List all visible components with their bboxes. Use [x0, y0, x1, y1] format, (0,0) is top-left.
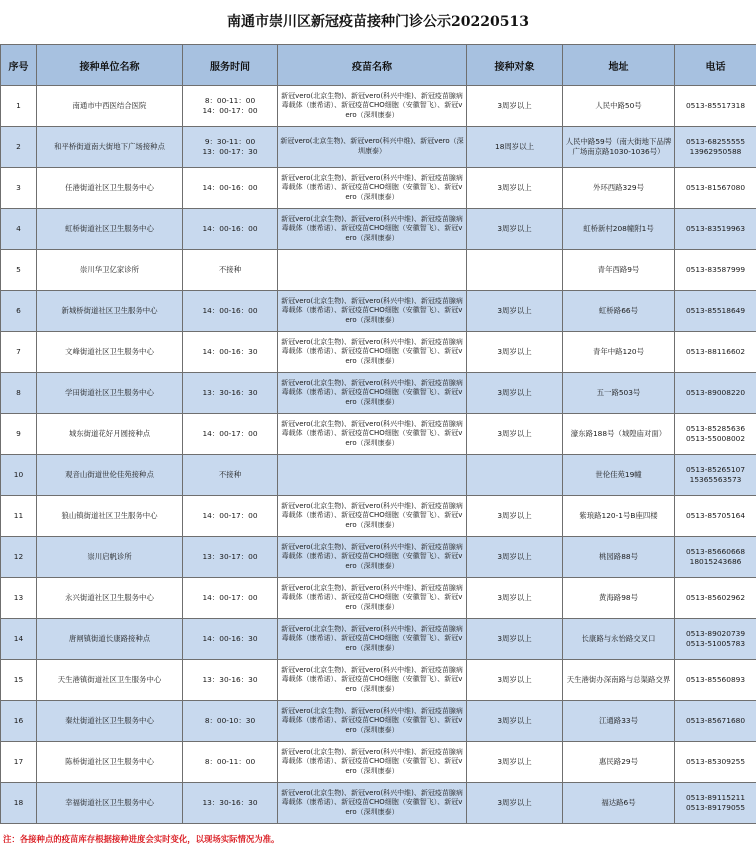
cell-address: 黄海路98号: [563, 578, 675, 619]
cell-target: [467, 250, 563, 291]
cell-address: 天生港街办深南路与总渠路交界: [563, 660, 675, 701]
cell-phone: 0513-85602962: [675, 578, 756, 619]
cell-address: 惠民路29号: [563, 742, 675, 783]
cell-address: 虹桥路66号: [563, 291, 675, 332]
cell-phone: 0513-85660668 18015243686: [675, 537, 756, 578]
cell-time: 9：30-11：00 13：00-17：30: [183, 127, 278, 168]
cell-target: 3周岁以上: [467, 414, 563, 455]
cell-time: 14：00-16：00: [183, 209, 278, 250]
cell-index: 8: [1, 373, 37, 414]
cell-vaccine: 新冠vero(北京生物)、新冠vero(科兴中维)、新冠疫苗腺病毒载体（康希诺）、新冠疫苗CHO细胞（安徽智飞）、新冠vero（深圳康泰）: [278, 373, 467, 414]
cell-time: 14：00-17：00: [183, 578, 278, 619]
table-row: [1, 701, 756, 742]
cell-vaccine: 新冠vero(北京生物)、新冠vero(科兴中维)、新冠疫苗腺病毒载体（康希诺）、新冠疫苗CHO细胞（安徽智飞）、新冠vero（深圳康泰）: [278, 537, 467, 578]
cell-address: 桃园路88号: [563, 537, 675, 578]
table-row: [1, 414, 756, 455]
cell-unit: 和平桥街道南大街地下广场接种点: [37, 127, 183, 168]
cell-phone: 0513-85309255: [675, 742, 756, 783]
cell-phone: 0513-68255555 13962950588: [675, 127, 756, 168]
cell-unit: 秦灶街道社区卫生服务中心: [37, 701, 183, 742]
cell-target: 3周岁以上: [467, 496, 563, 537]
cell-time: 不接种: [183, 455, 278, 496]
cell-vaccine: 新冠vero(北京生物)、新冠vero(科兴中维)、新冠疫苗腺病毒载体（康希诺）、新冠疫苗CHO细胞（安徽智飞）、新冠vero（深圳康泰）: [278, 332, 467, 373]
cell-time: 13：30-16：30: [183, 783, 278, 824]
cell-address: 江通路33号: [563, 701, 675, 742]
cell-vaccine: 新冠vero(北京生物)、新冠vero(科兴中维)、新冠疫苗腺病毒载体（康希诺）、新冠疫苗CHO细胞（安徽智飞）、新冠vero（深圳康泰）: [278, 578, 467, 619]
cell-unit: 唐闸镇街道长康路接种点: [37, 619, 183, 660]
cell-phone: 0513-85705164: [675, 496, 756, 537]
cell-phone: 0513-89020739 0513-51005783: [675, 619, 756, 660]
cell-time: 8：00-11：00: [183, 742, 278, 783]
cell-target: 3周岁以上: [467, 619, 563, 660]
cell-unit: 城东街道花好月圆接种点: [37, 414, 183, 455]
cell-unit: 学田街道社区卫生服务中心: [37, 373, 183, 414]
cell-index: 4: [1, 209, 37, 250]
cell-target: 3周岁以上: [467, 209, 563, 250]
cell-time: 14：00-16：30: [183, 332, 278, 373]
cell-vaccine: 新冠vero(北京生物)、新冠vero(科兴中维)、新冠疫苗腺病毒载体（康希诺）、新冠疫苗CHO细胞（安徽智飞）、新冠vero（深圳康泰）: [278, 291, 467, 332]
cell-phone: 0513-85265107 15365563573: [675, 455, 756, 496]
cell-index: 15: [1, 660, 37, 701]
cell-index: 17: [1, 742, 37, 783]
cell-time: 14：00-16：00: [183, 168, 278, 209]
footnote: 注：各接种点的疫苗库存根据接种进度会实时变化，以现场实际情况为准。: [3, 834, 280, 844]
cell-unit: 新城桥街道社区卫生服务中心: [37, 291, 183, 332]
cell-unit: 狼山镇街道社区卫生服务中心: [37, 496, 183, 537]
cell-unit: 观音山街道世伦佳苑接种点: [37, 455, 183, 496]
cell-phone: 0513-85518649: [675, 291, 756, 332]
cell-phone: 0513-85671680: [675, 701, 756, 742]
header-unit: 接种单位名称: [37, 45, 183, 86]
cell-address: 外环西路329号: [563, 168, 675, 209]
cell-index: 6: [1, 291, 37, 332]
cell-vaccine: [278, 455, 467, 496]
cell-time: 13：30-17：00: [183, 537, 278, 578]
cell-time: 14：00-17：00: [183, 414, 278, 455]
cell-index: 16: [1, 701, 37, 742]
table-row: [1, 250, 756, 291]
header-index: 序号: [1, 45, 37, 86]
table-row: [1, 127, 756, 168]
table-row: [1, 742, 756, 783]
cell-address: 青年中路120号: [563, 332, 675, 373]
header-vaccine: 疫苗名称: [278, 45, 467, 86]
cell-unit: 崇川华卫亿家诊所: [37, 250, 183, 291]
header-phone: 电话: [675, 45, 756, 86]
cell-target: 3周岁以上: [467, 578, 563, 619]
cell-phone: 0513-85560893: [675, 660, 756, 701]
table-row: [1, 332, 756, 373]
header-time: 服务时间: [183, 45, 278, 86]
clinic-table: [0, 44, 756, 824]
table-header-row: [1, 45, 756, 86]
table-row: [1, 537, 756, 578]
cell-unit: 幸福街道社区卫生服务中心: [37, 783, 183, 824]
cell-address: 人民中路50号: [563, 86, 675, 127]
cell-target: 3周岁以上: [467, 86, 563, 127]
table-row: [1, 783, 756, 824]
cell-phone: 0513-83587999: [675, 250, 756, 291]
cell-phone: 0513-81567080: [675, 168, 756, 209]
cell-index: 1: [1, 86, 37, 127]
cell-unit: 崇川启帆诊所: [37, 537, 183, 578]
cell-time: 13：30-16：30: [183, 373, 278, 414]
cell-target: [467, 455, 563, 496]
cell-vaccine: 新冠vero(北京生物)、新冠vero(科兴中维)、新冠疫苗腺病毒载体（康希诺）、新冠疫苗CHO细胞（安徽智飞）、新冠vero（深圳康泰）: [278, 168, 467, 209]
cell-phone: 0513-89008220: [675, 373, 756, 414]
cell-vaccine: 新冠vero(北京生物)、新冠vero(科兴中维)、新冠疫苗腺病毒载体（康希诺）、新冠疫苗CHO细胞（安徽智飞）、新冠vero（深圳康泰）: [278, 742, 467, 783]
cell-address: 紫琅路120-1号B座四楼: [563, 496, 675, 537]
cell-unit: 文峰街道社区卫生服务中心: [37, 332, 183, 373]
cell-target: 3周岁以上: [467, 537, 563, 578]
table-row: [1, 660, 756, 701]
cell-index: 11: [1, 496, 37, 537]
cell-phone: 0513-83519963: [675, 209, 756, 250]
page-title: 南通市崇川区新冠疫苗接种门诊公示20220513: [227, 14, 529, 30]
cell-address: 长康路与永怡路交叉口: [563, 619, 675, 660]
cell-phone: 0513-88116602: [675, 332, 756, 373]
cell-time: 14：00-17：00: [183, 496, 278, 537]
cell-address: 福达路6号: [563, 783, 675, 824]
cell-index: 5: [1, 250, 37, 291]
cell-phone: 0513-85517318: [675, 86, 756, 127]
cell-vaccine: 新冠vero(北京生物)、新冠vero(科兴中维)、新冠疫苗腺病毒载体（康希诺）、新冠疫苗CHO细胞（安徽智飞）、新冠vero（深圳康泰）: [278, 701, 467, 742]
cell-unit: 虹桥街道社区卫生服务中心: [37, 209, 183, 250]
cell-index: 13: [1, 578, 37, 619]
table-row: [1, 496, 756, 537]
header-address: 地址: [563, 45, 675, 86]
cell-index: 12: [1, 537, 37, 578]
cell-vaccine: 新冠vero(北京生物)、新冠vero(科兴中维)、新冠疫苗腺病毒载体（康希诺）、新冠疫苗CHO细胞（安徽智飞）、新冠vero（深圳康泰）: [278, 660, 467, 701]
cell-vaccine: 新冠vero(北京生物)、新冠vero(科兴中维)、新冠vero（深圳康泰）: [278, 127, 467, 168]
cell-vaccine: 新冠vero(北京生物)、新冠vero(科兴中维)、新冠疫苗腺病毒载体（康希诺）、新冠疫苗CHO细胞（安徽智飞）、新冠vero（深圳康泰）: [278, 86, 467, 127]
cell-address: 人民中路59号（南大街地下品牌广场南京路1030-1036号）: [563, 127, 675, 168]
cell-unit: 天生港镇街道社区卫生服务中心: [37, 660, 183, 701]
cell-index: 3: [1, 168, 37, 209]
table-row: [1, 209, 756, 250]
cell-time: 13：30-16：30: [183, 660, 278, 701]
cell-address: 濠东路188号（城隍庙对面）: [563, 414, 675, 455]
cell-vaccine: 新冠vero(北京生物)、新冠vero(科兴中维)、新冠疫苗腺病毒载体（康希诺）、新冠疫苗CHO细胞（安徽智飞）、新冠vero（深圳康泰）: [278, 209, 467, 250]
cell-vaccine: 新冠vero(北京生物)、新冠vero(科兴中维)、新冠疫苗腺病毒载体（康希诺）、新冠疫苗CHO细胞（安徽智飞）、新冠vero（深圳康泰）: [278, 619, 467, 660]
cell-time: 8：00-10：30: [183, 701, 278, 742]
cell-unit: 陈桥街道社区卫生服务中心: [37, 742, 183, 783]
cell-time: 14：00-16：30: [183, 619, 278, 660]
cell-index: 18: [1, 783, 37, 824]
cell-target: 3周岁以上: [467, 291, 563, 332]
cell-unit: 永兴街道社区卫生服务中心: [37, 578, 183, 619]
table-row: [1, 373, 756, 414]
cell-unit: 任港街道社区卫生服务中心: [37, 168, 183, 209]
cell-address: 五一路503号: [563, 373, 675, 414]
table-row: [1, 578, 756, 619]
table-body: [1, 86, 756, 824]
cell-target: 3周岁以上: [467, 660, 563, 701]
cell-phone: 0513-85285636 0513-55008002: [675, 414, 756, 455]
cell-vaccine: 新冠vero(北京生物)、新冠vero(科兴中维)、新冠疫苗腺病毒载体（康希诺）、新冠疫苗CHO细胞（安徽智飞）、新冠vero（深圳康泰）: [278, 496, 467, 537]
cell-target: 3周岁以上: [467, 168, 563, 209]
cell-index: 14: [1, 619, 37, 660]
cell-time: 8：00-11：00 14：00-17：00: [183, 86, 278, 127]
table-row: [1, 619, 756, 660]
cell-index: 2: [1, 127, 37, 168]
cell-vaccine: 新冠vero(北京生物)、新冠vero(科兴中维)、新冠疫苗腺病毒载体（康希诺）、新冠疫苗CHO细胞（安徽智飞）、新冠vero（深圳康泰）: [278, 783, 467, 824]
cell-target: 3周岁以上: [467, 742, 563, 783]
cell-index: 10: [1, 455, 37, 496]
cell-vaccine: 新冠vero(北京生物)、新冠vero(科兴中维)、新冠疫苗腺病毒载体（康希诺）、新冠疫苗CHO细胞（安徽智飞）、新冠vero（深圳康泰）: [278, 414, 467, 455]
cell-time: 不接种: [183, 250, 278, 291]
cell-vaccine: [278, 250, 467, 291]
table-row: [1, 168, 756, 209]
cell-index: 7: [1, 332, 37, 373]
cell-target: 3周岁以上: [467, 332, 563, 373]
cell-address: 青年西路9号: [563, 250, 675, 291]
table-row: [1, 291, 756, 332]
cell-target: 3周岁以上: [467, 373, 563, 414]
cell-address: 虹桥新村208幢附1号: [563, 209, 675, 250]
cell-address: 世伦佳苑19幢: [563, 455, 675, 496]
cell-target: 3周岁以上: [467, 701, 563, 742]
cell-unit: 南通市中西医结合医院: [37, 86, 183, 127]
cell-target: 18周岁以上: [467, 127, 563, 168]
cell-index: 9: [1, 414, 37, 455]
header-target: 接种对象: [467, 45, 563, 86]
cell-time: 14：00-16：00: [183, 291, 278, 332]
cell-target: 3周岁以上: [467, 783, 563, 824]
cell-phone: 0513-89115211 0513-89179055: [675, 783, 756, 824]
table-row: [1, 86, 756, 127]
table-row: [1, 455, 756, 496]
